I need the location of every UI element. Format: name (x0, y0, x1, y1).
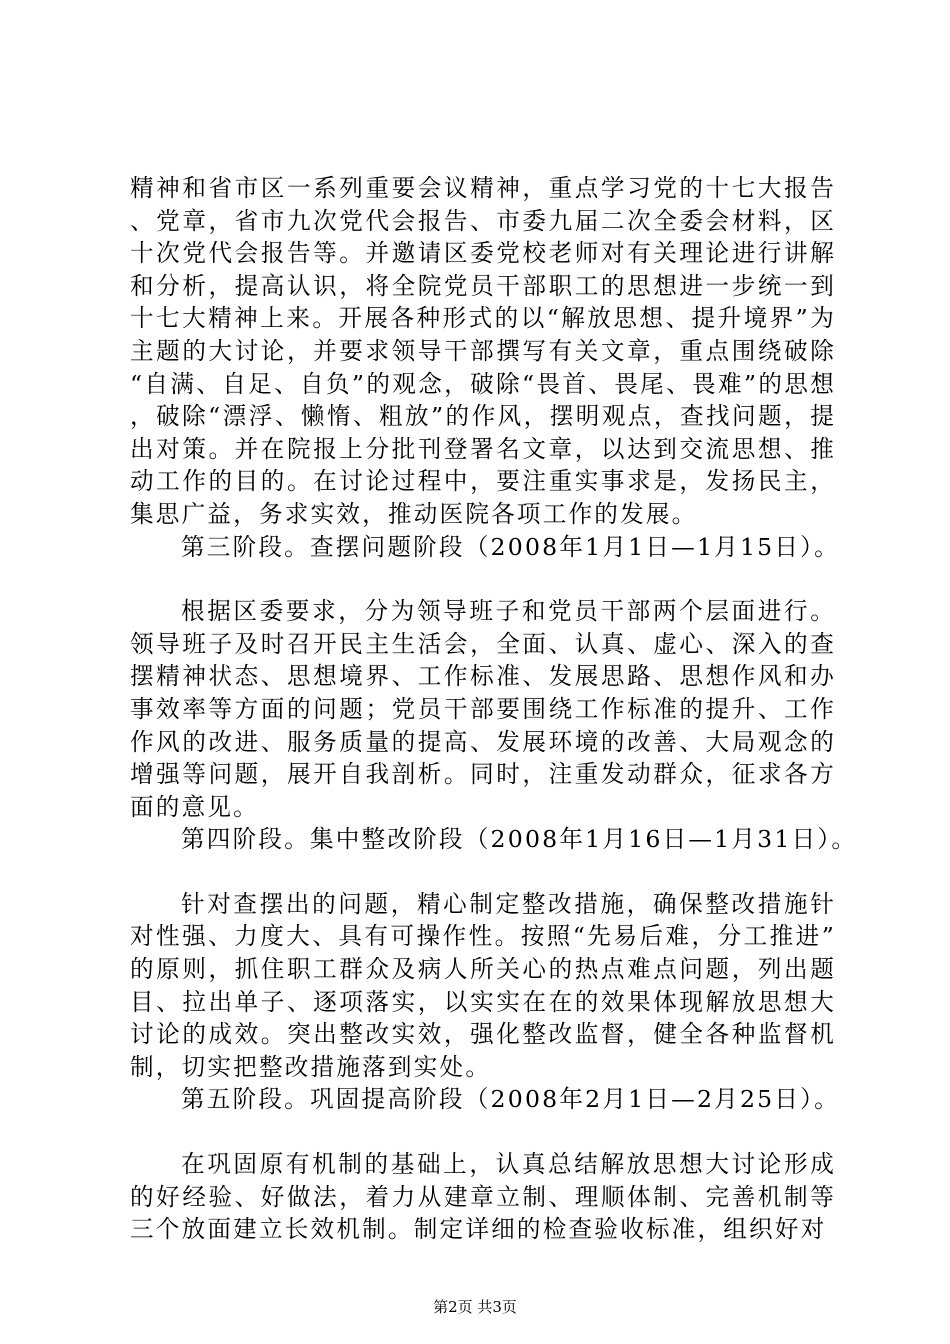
paragraph-gap (130, 856, 836, 888)
paragraph-stage-three-body: 根据区委要求，分为领导班子和党员干部两个层面进行。领导班子及时召开民主生活会，全面、认真、虚心、深入的查摆精神状态、思想境界、工作标准、发展思路、思想作风和办事效率等方面的问题；党员干部要围绕工作标准的提升、工作作风的改进、服务质量的提高、发展环境的改善、大局观念的增强等问题，展开自我剖析。同时，注重发动群众，征求各方面的意见。 (130, 597, 836, 821)
paragraph-stage-four-body: 针对查摆出的问题，精心制定整改措施，确保整改措施针对性强、力度大、具有可操作性。按照“先易后难，分工推进”的原则，抓住职工群众及病人所关心的热点难点问题，列出题目、拉出单子、逐项落实，以实实在在的效果体现解放思想大讨论的成效。突出整改实效，强化整改监督，健全各种监督机制，切实把整改措施落到实处。 (130, 889, 836, 1081)
paragraph-gap (130, 563, 836, 595)
heading-stage-three: 第三阶段。查摆问题阶段（2008年1月1日—1月15日）。 (181, 532, 840, 561)
heading-stage-five: 第五阶段。巩固提高阶段（2008年2月1日—2月25日）。 (181, 1085, 840, 1114)
document-body (130, 172, 858, 1246)
paragraph-stage-five-body: 在巩固原有机制的基础上，认真总结解放思想大讨论形成的好经验、好做法，着力从建章立制、理顺体制、完善机制等三个放面建立长效机制。制定详细的检查验收标准，组织好对 (130, 1150, 836, 1244)
page-number-footer: 第2页 共3页 (433, 1298, 517, 1316)
heading-stage-four: 第四阶段。集中整改阶段（2008年1月16日—1月31日）。 (181, 825, 858, 854)
paragraph-study-content: 精神和省市区一系列重要会议精神，重点学习党的十七大报告、党章，省市九次党代会报告、市委九届二次全委会材料，区十次党代会报告等。并邀请区委党校老师对有关理论进行讲解和分析，提高认识，将全院党员干部职工的思想进一步统一到十七大精神上来。开展各种形式的以“解放思想、提升境界”为主题的大讨论，并要求领导干部撰写有关文章，重点围绕破除“自满、自足、自负”的观念，破除“畏首、畏尾、畏难”的思想，破除“漂浮、懒惰、粗放”的作风，摆明观点，查找问题，提出对策。并在院报上分批刊登署名文章，以达到交流思想、推动工作的目的。在讨论过程中，要注重实事求是，发扬民主，集思广益，务求实效，推动医院各项工作的发展。 (130, 174, 836, 528)
paragraph-gap (130, 1116, 836, 1148)
